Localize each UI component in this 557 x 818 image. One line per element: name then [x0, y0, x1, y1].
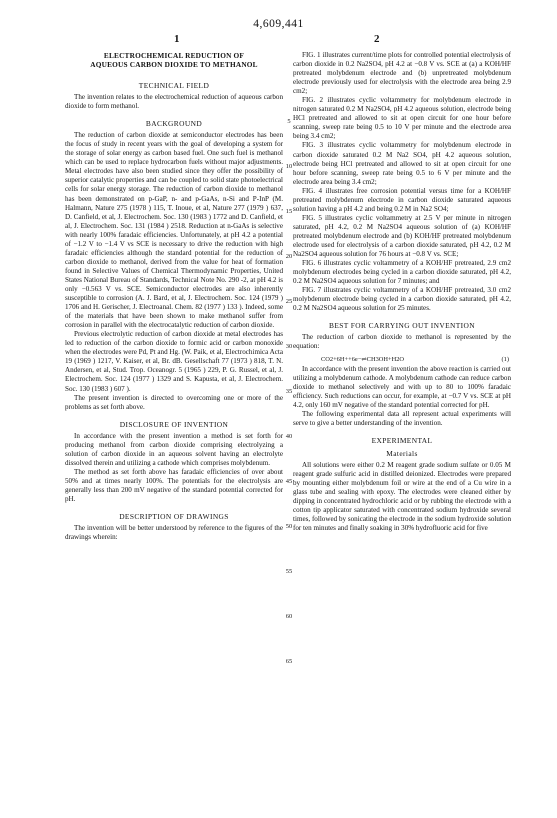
patent-page: 4,609,441 1 2 ELECTROCHEMICAL REDUCTION OF AQUEOUS CARBON DIOXIDE TO METHANOL TECHNICAL FIELD The invention relates to the electrochemical reduction of aqueous carbon dioxide to form methanol. BACKGROUND The reduction of carbon dioxide at semiconductor electrodes has been the focus of study in recent years with the goal of developing a system for the storage of solar energy as carbon based fuel. One such fuel is methanol which can be used to replace hydrocarbon fuels without major adjustments. Metal electrodes have also been studied since they offer the possibility of superior catalytic properties and can be coupled to solid state photoelectrical cells for solar energy storage. The reduction of carbon dioxide to methanol has been demonstrated on p-GaP, n- and p-GaAs, n-Si and P-InP (M. Halmann, Nature 275 (1978 ) 115, T. Inoue, et al, Nature 277 (1979 ) 637, D. Canfield, et al, J. Electrochem. Soc. 130 (1983 ) 1772 and D. Canfield, et al, J. Electrochem. Soc. 131 (1984 ) 2518. Reduction at n-GaAs is selective with nearly 100% faradaic efficiencies. Unfortunately, at pH 4.2 a potential of −1.2 V to −1.4 V vs SCE is necessary to drive the reduction with high faradaic efficiencies although the standard potential for the reduction of carbon dioxide to methanol, derived from the value for heat of formation found in Selective Values of Chemical Thermodynamic Properties, United States National Bureau of Standards, Technical Note No. 290 -2, at pH 4.2 is only −0.563 V vs. SCE. Semiconductor electrodes are also inherently susceptible to corrosion (A. J. Bard, et al, J. Electrochem. Soc. 124 (1979 ) 1706 and H. Gerischer, J. Electroanal. Chem. 82 (1977 ) 133 ). Indeed, some of the materials that have been shown to make methanol suffer from corrosion in parallel with the electrocatalytic reduction of carbon dioxide. Previous electrolytic reduction of carbon dioxide at metal electrodes has led to reduction of the carbon dioxide to formic acid or carbon monoxide when the electrodes were Pd, Pt and Hg. (W. Paik, et al, Electrochimica Acta 19 (1969 ) 1217, V. Kaiser, et al, Br. dB. Gesellschaft 77 (1973 ) 818, T. N. Andersen, et al, Stud. Trop. Oceanogr. 5 (1965 ) 229, P. G. Russel, et al, J. Electrochem. Soc. 124 (1977 ) 1329 and S. Kapusta, et al, J. Electrochem. Soc. 130 (1983 ) 607 ). The present invention is directed to overcoming one or more of the problems as set forth above. DISCLOSURE OF INVENTION In accordance with the present invention a method is set forth for producing methanol from carbon dioxide comprising electrolyzing a solution of carbon dioxide in an aqueous solvent having an electrolyte dissolved therein and utilizing a cathode which comprises molybdenum. The method as set forth above has faradaic efficiencies of over about 50% and at times nearly 100%. The potentials for the electrolysis are generally less than 200 mV negative of the standard potential corrected for pH. DESCRIPTION OF DRAWINGS The invention will be better understood by reference to the figures of the drawings wherein: 5 10 15 20 25 30 35 40 45 50 55 60 65 FIG. 1 illustrates current/time plots for controlled potential electrolysis of carbon dioxide in 0.2 Na2SO4, pH 4.2 at −0.8 V vs. SCE at (a) a KOH/HF pretreated molybdenum electrode and (b) unpretreated molybdenum electrode previously used for electrolysis with the electrode area being 2.9 cm2; FIG. 2 illustrates cyclic voltammetry for molybdenum electrode in nitrogen saturated 0.2 M Na2SO4, pH 4.2 aqueous solution, electrode being HCl pretreated and allowed to sit at open circuit for one hour before scanning, sweep rate being 0.5 to 10 V per minute and the electrode area being 3.4 cm2; FIG. 3 illustrates cyclic voltammetry for molybdenum electrode in carbon dioxide saturated 0.2 M Na2 SO4, pH 4.2 aqueous solution, electrode being HCl pretreated and allowed to sit at open circuit for one hour before scanning, sweep rate being 0.5 to 6 V per minute and the electrode area being 3.4 cm2; FIG. 4 illustrates free corrosion potential versus time for a KOH/HF pretreated molybdenum electrode in carbon dioxide saturated aqueous solution having a pH 4.2 and being 0.2 M in Na2 SO4; FIG. 5 illustrates cyclic voltammetry at 2.5 V per minute in nitrogen saturated, pH 4.2, 0.2 M Na2SO4 aqueous solution of (a) KOH/HF pretreated molybdenum electrode and (b) KOH/HF pretreated molybdenum electrode used for electrolysis of a carbon dioxide saturated, pH 4.2, 0.2 M Na2SO4 aqueous solution for 76 hours at −0.8 V vs. SCE; FIG. 6 illustrates cyclic voltammetry of a KOH/HF pretreated, 2.9 cm2 molybdenum electrodes being cycled in a carbon dioxide saturated, pH 4.2, 0.2 M Na2SO4 aqueous solution for 7 minutes; and FIG. 7 illustrates cyclic voltammetry of a KOH/HF pretreated, 3.0 cm2 molybdenum electrode being cycled in a carbon dioxide saturated, pH 4.2, 0.2 M Na2SO4 aqueous solution for 25 minutes. BEST FOR CARRYING OUT INVENTION The reduction of carbon dioxide to methanol is represented by the equation: CO2+6H++6e−⇌CH3OH+H2O (1) In accordance with the present invention the above reaction is carried out utilizing a molybdenum cathode. A molybdenum cathode can reduce carbon dioxide to methanol selectively and with up to 80 to 100% faradaic efficiency. Such reductions can occur, for example, at −0.7 V vs. SCE at pH 4.2, only 160 mV negative of the standard potential corrected for pH. The following experimental data all represent actual experiments will serve to give a better understanding of the invention. EXPERIMENTAL Materials All solutions were either 0.2 M reagent grade sodium sulfate or 0.05 M reagent grade sulfuric acid in distilled deionized. Electrodes were prepared by mounting either molybdenum foil or wire at the end of a Cu wire in a glass tube and sealing with epoxy. The electrodes were cleaned either by dipping in concentrated hydrochloric acid or by rubbing the electrode with a cotton tip applicator saturated with concentrated sodium hydroxide several times, followed by sonicating the electrode in the sodium hydroxide solution for ten minutes and finally soaking in 30% hydrofluoric acid for five — [0, 0, 557, 818]
drawings-paragraph: The invention will be better understood by reference to the figures of the drawings wherein: — [65, 524, 283, 542]
materials-heading: Materials — [386, 448, 418, 458]
figure-2-description: FIG. 2 illustrates cyclic voltammetry for molybdenum electrode in nitrogen saturated 0.2 M Na2SO4, pH 4.2 aqueous solution, electrode being HCl pretreated and allowed to sit at open circuit for one hour before scanning, sweep rate being 0.5 to 10 V per minute and the electrode area being 3.4 cm2; — [293, 96, 511, 141]
best-mode-paragraph-3: The following experimental data all represent actual experiments will serve to give a better understanding of the invention. — [293, 409, 511, 427]
figure-1-description: FIG. 1 illustrates current/time plots for controlled potential electrolysis of carbon dioxide in 0.2 Na2SO4, pH 4.2 at −0.8 V vs. SCE at (a) a KOH/HF pretreated molybdenum electrode and (b) unpretreated molybdenum electrode previously used for electrolysis with the electrode area being 2.9 cm2; — [293, 51, 511, 96]
figure-3-description: FIG. 3 illustrates cyclic voltammetry for molybdenum electrode in carbon dioxide saturated 0.2 M Na2 SO4, pH 4.2 aqueous solution, electrode being HCl pretreated and allowed to sit at open circuit for one hour before scanning, sweep rate being 0.5 to 6 V per minute and the electrode area being 3.4 cm2; — [293, 141, 511, 186]
disclosure-paragraph-2: The method as set forth above has faradaic efficiencies of over about 50% and at times nearly 100%. The potentials for the electrolysis are generally less than 200 mV negative of the standard potential corrected for pH. — [65, 467, 283, 504]
figure-4-description: FIG. 4 illustrates free corrosion potential versus time for a KOH/HF pretreated molybdenum electrode in carbon dioxide saturated aqueous solution having a pH 4.2 and being 0.2 M in Na2 SO4; — [293, 186, 511, 213]
patent-number: 4,609,441 — [253, 18, 304, 30]
technical-field-text: The invention relates to the electrochemical reduction of aqueous carbon dioxide to form methanol. — [65, 93, 283, 111]
background-paragraph-2: Previous electrolytic reduction of carbon dioxide at metal electrodes has led to reduction of the carbon dioxide to formic acid or carbon monoxide when the electrodes were Pd, Pt and Hg. (W. Paik, et al, Electrochimica Acta 19 (1969 ) 1217, V. Kaiser, et al, Br. dB. Gesellschaft 77 (1973 ) 818, T. N. Andersen, et al, Stud. Trop. Oceanogr. 5 (1965 ) 229, P. G. Russel, et al, J. Electrochem. Soc. 124 (1977 ) 1329 and S. Kapusta, et al, J. Electrochem. Soc. 130 (1983 ) 607 ). — [65, 330, 283, 393]
disclosure-heading: DISCLOSURE OF INVENTION — [119, 419, 229, 429]
equation-number: (1) — [501, 355, 509, 363]
document-title: ELECTROCHEMICAL REDUCTION OF AQUEOUS CARBON DIOXIDE TO METHANOL — [90, 51, 258, 69]
best-mode-paragraph-2: In accordance with the present invention the above reaction is carried out utilizing a molybdenum cathode. A molybdenum cathode can reduce carbon dioxide to methanol selectively and with up to 80 to 100% faradaic efficiency. Such reductions can occur, for example, at −0.7 V vs. SCE at pH 4.2, only 160 mV negative of the standard potential corrected for pH. — [293, 364, 511, 409]
background-paragraph-3: The present invention is directed to overcoming one or more of the problems as set forth above. — [65, 393, 283, 411]
materials-paragraph: All solutions were either 0.2 M reagent grade sodium sulfate or 0.05 M reagent grade sulfuric acid in distilled deionized. Electrodes were prepared by mounting either molybdenum foil or wire at the end of a Cu wire in a glass tube and sealing with epoxy. The electrodes were cleaned either by dipping in concentrated hydrochloric acid or by rubbing the electrode with a cotton tip applicator saturated with concentrated sodium hydroxide several times, followed by sonicating the electrode in the sodium hydroxide solution for ten minutes and finally soaking in 30% hydrofluoric acid for five — [293, 460, 511, 533]
right-column — [293, 51, 511, 533]
experimental-heading: EXPERIMENTAL — [371, 435, 433, 445]
left-column-number: 1 — [174, 33, 180, 45]
figure-5-description: FIG. 5 illustrates cyclic voltammetry at 2.5 V per minute in nitrogen saturated, pH 4.2, 0.2 M Na2SO4 aqueous solution of (a) KOH/HF pretreated molybdenum electrode and (b) KOH/HF pretreated molybdenum electrode used for electrolysis of a carbon dioxide saturated, pH 4.2, 0.2 M Na2SO4 aqueous solution for 76 hours at −0.8 V vs. SCE; — [293, 213, 511, 259]
best-mode-heading: BEST FOR CARRYING OUT INVENTION — [329, 321, 475, 331]
technical-field-heading: TECHNICAL FIELD — [138, 81, 210, 90]
background-heading: BACKGROUND — [145, 119, 203, 129]
reaction-equation — [293, 355, 511, 364]
best-mode-paragraph-1: The reduction of carbon dioxide to methanol is represented by the equation: — [293, 333, 511, 351]
figure-7-description: FIG. 7 illustrates cyclic voltammetry of a KOH/HF pretreated, 3.0 cm2 molybdenum electrode being cycled in a carbon dioxide saturated, pH 4.2, 0.2 M Na2SO4 aqueous solution for 25 minutes. — [293, 286, 511, 313]
background-paragraph-1: The reduction of carbon dioxide at semiconductor electrodes has been the focus of study in recent years with the goal of developing a system for the storage of solar energy as carbon based fuel. One such fuel is methanol which can be used to replace hydrocarbon fuels without major adjustments. Metal electrodes have also been studied since they offer the possibility of superior catalytic properties and can be coupled to solid state photoelectrical cells for solar energy storage. The reduction of carbon dioxide to methanol has been demonstrated on p-GaP, n- and p-GaAs, n-Si and P-InP (M. Halmann, Nature 275 (1978 ) 115, T. Inoue, et al, Nature 277 (1979 ) 637, D. Canfield, et al, J. Electrochem. Soc. 130 (1983 ) 1772 and D. Canfield, et al, J. Electrochem. Soc. 131 (1984 ) 2518. Reduction at n-GaAs is selective with nearly 100% faradaic efficiencies. Unfortunately, at pH 4.2 a potential of −1.2 V to −1.4 V vs SCE is necessary to drive the reduction with high faradaic efficiencies although the standard potential for the reduction of carbon dioxide to methanol, derived from the value for heat of formation found in Selective Values of Chemical Thermodynamic Properties, United States National Bureau of Standards, Technical Note No. 290 -2, at pH 4.2 is only −0.563 V vs. SCE. Semiconductor electrodes are also inherently susceptible to corrosion (A. J. Bard, et al, J. Electrochem. Soc. 124 (1979 ) 1706 and H. Gerischer, J. Electroanal. Chem. 82 (1977 ) 133 ). Indeed, some of the materials that have been shown to make methanol suffer from corrosion in parallel with the electrocatalytic reduction of carbon dioxide. — [65, 131, 283, 330]
equation-text: CO2+6H++6e−⇌CH3OH+H2O — [321, 355, 405, 363]
disclosure-paragraph-1: In accordance with the present invention a method is set forth for producing methanol from carbon dioxide comprising electrolyzing a solution of carbon dioxide in an aqueous solvent having an electrolyte dissolved therein and utilizing a cathode which comprises molybdenum. — [65, 431, 283, 467]
left-column — [65, 51, 283, 542]
drawings-heading: DESCRIPTION OF DRAWINGS — [119, 512, 229, 522]
right-column-number: 2 — [374, 33, 380, 45]
figure-6-description: FIG. 6 illustrates cyclic voltammetry of a KOH/HF pretreated, 2.9 cm2 molybdenum electrodes being cycled in a carbon dioxide saturated, pH 4.2, 0.2 M Na2SO4 aqueous solution for 7 minutes; and — [293, 259, 511, 286]
